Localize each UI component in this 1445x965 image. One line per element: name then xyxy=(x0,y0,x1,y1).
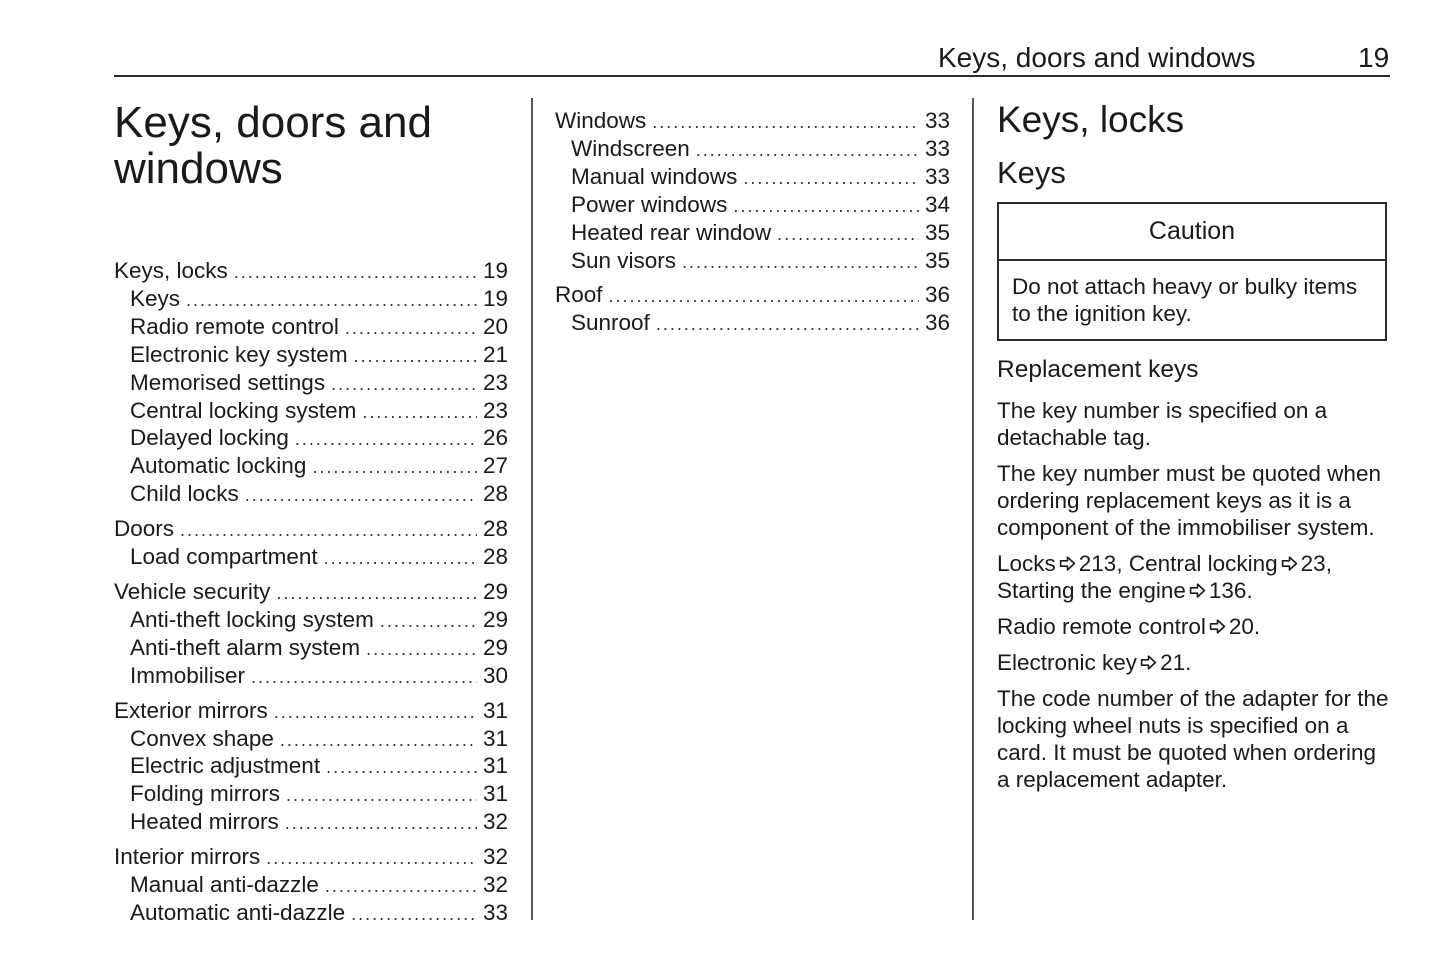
column-divider-2 xyxy=(972,98,974,920)
toc-entry-page: 29 xyxy=(482,578,508,604)
toc-dot-leader xyxy=(652,109,919,136)
toc-entry-page: 36 xyxy=(924,310,950,336)
toc-entry-label: Delayed locking xyxy=(130,425,289,451)
toc-entry-page: 31 xyxy=(482,697,508,723)
toc-dot-leader xyxy=(274,699,477,726)
toc-subentry[interactable] xyxy=(114,753,508,781)
caution-box xyxy=(997,202,1387,341)
toc-dot-leader xyxy=(362,399,477,426)
toc-entry-label: Exterior mirrors xyxy=(114,697,268,723)
toc-entry-label: Anti-theft alarm system xyxy=(130,634,361,660)
chapter-title: Keys, doors and windows xyxy=(114,98,432,193)
toc-entry-label: Sunroof xyxy=(571,310,650,336)
subsection-title: Keys xyxy=(997,155,1066,190)
column-divider-1 xyxy=(531,98,533,920)
toc-entry-page: 21 xyxy=(482,341,508,367)
toc-subentry[interactable] xyxy=(114,425,508,453)
toc-dot-leader xyxy=(266,845,477,872)
toc-subentry[interactable] xyxy=(114,286,508,314)
toc-dot-leader xyxy=(295,426,477,453)
toc-dot-leader xyxy=(325,873,477,900)
toc-dot-leader xyxy=(380,608,477,635)
toc-dot-leader xyxy=(743,165,919,192)
toc-entry-page: 31 xyxy=(482,725,508,751)
toc-entry-label: Vehicle security xyxy=(114,578,271,604)
toc-entry-label: Load compartment xyxy=(130,544,318,570)
toc-group xyxy=(114,698,508,838)
toc-entry[interactable] xyxy=(555,282,950,310)
toc-subentry[interactable] xyxy=(555,136,950,164)
paragraph: The code number of the adapter for the locking wheel nuts is specified on a card. It must be quoted when ordering a replacement adapter. xyxy=(997,686,1389,792)
toc-entry-page: 36 xyxy=(924,282,950,308)
toc-dot-leader xyxy=(312,454,477,481)
toc-entry-page: 35 xyxy=(924,247,950,273)
toc-dot-leader xyxy=(351,901,477,928)
toc-entry-label: Windscreen xyxy=(571,135,690,161)
toc-entry-page: 34 xyxy=(924,191,950,217)
toc-entry[interactable] xyxy=(114,579,508,607)
toc-dot-leader xyxy=(285,810,477,837)
toc-entry-page: 23 xyxy=(482,397,508,423)
toc-dot-leader xyxy=(286,782,477,809)
toc-entry-page: 20 xyxy=(482,313,508,339)
toc-entry-label: Keys, locks xyxy=(114,258,228,283)
cross-references-paragraph: Locks 213, Central locking 23, Starting the engine 136. xyxy=(997,551,1332,603)
toc-entry-page: 29 xyxy=(482,606,508,632)
cross-reference-arrow-icon xyxy=(1209,618,1226,635)
toc-subentry[interactable] xyxy=(114,398,508,426)
toc-entry-page: 26 xyxy=(482,425,508,451)
toc-entry[interactable] xyxy=(114,844,508,872)
toc-entry-label: Electronic key system xyxy=(130,341,348,367)
cross-reference-link[interactable]: Electronic key 21 xyxy=(997,650,1186,675)
toc-dot-leader xyxy=(777,221,919,248)
electronic-key-reference: Electronic key 21. xyxy=(997,650,1192,675)
toc-subentry[interactable] xyxy=(555,220,950,248)
toc-subentry[interactable] xyxy=(114,342,508,370)
toc-dot-leader xyxy=(276,580,477,607)
toc-group xyxy=(114,258,508,509)
toc-subentry[interactable] xyxy=(114,370,508,398)
toc-entry-page: 31 xyxy=(482,781,508,807)
toc-dot-leader xyxy=(345,315,477,342)
toc-entry-page: 33 xyxy=(482,899,508,925)
cross-reference-arrow-icon xyxy=(1059,555,1076,572)
toc-dot-leader xyxy=(245,482,477,509)
toc-entry-label: Sun visors xyxy=(571,247,677,273)
toc-subentry[interactable] xyxy=(555,310,950,338)
paragraph: The key number must be quoted when ordering replacement keys as it is a component of the immobiliser system. xyxy=(997,461,1381,540)
toc-dot-leader xyxy=(733,193,919,220)
toc-entry-label: Manual windows xyxy=(571,163,738,189)
toc-entry-label: Folding mirrors xyxy=(130,781,281,807)
toc-entry-page: 32 xyxy=(482,872,508,898)
toc-entry-label: Keys xyxy=(130,285,181,311)
caution-heading: Caution xyxy=(999,204,1385,261)
content-column xyxy=(997,98,1392,802)
caution-text: Do not attach heavy or bulky items to the ignition key. xyxy=(1012,274,1358,326)
toc-entry-page: 28 xyxy=(482,481,508,507)
toc-entry-page: 29 xyxy=(482,634,508,660)
toc-dot-leader xyxy=(234,259,477,286)
toc-subentry[interactable] xyxy=(114,607,508,635)
toc-dot-leader xyxy=(609,283,919,310)
toc-entry-page: 28 xyxy=(482,516,508,542)
toc-dot-leader xyxy=(324,545,477,572)
toc-entry-label: Heated rear window xyxy=(571,219,772,245)
toc-subentry[interactable] xyxy=(114,781,508,809)
toc-dot-leader xyxy=(366,636,477,663)
paragraph: The key number is specified on a detachable tag. xyxy=(997,398,1328,450)
toc-group xyxy=(555,108,950,275)
toc-group xyxy=(114,516,508,572)
toc-subentry[interactable] xyxy=(555,164,950,192)
toc-entry-page: 33 xyxy=(924,163,950,189)
toc-entry-label: Doors xyxy=(114,516,175,542)
toc-entry[interactable] xyxy=(114,698,508,726)
toc-entry-label: Automatic anti-dazzle xyxy=(130,899,346,925)
cross-reference-link[interactable]: Central locking 23 xyxy=(1128,551,1326,576)
toc-entry-label: Central locking system xyxy=(130,397,357,423)
toc-entry-page: 32 xyxy=(482,844,508,870)
toc-entry-label: Immobiliser xyxy=(130,662,246,688)
cross-reference-link[interactable]: Starting the engine 136 xyxy=(997,578,1247,603)
toc-subentry[interactable] xyxy=(114,663,508,691)
toc-entry-label: Windows xyxy=(555,108,647,133)
toc-entry-label: Electric adjustment xyxy=(130,753,321,779)
toc-subentry[interactable] xyxy=(114,809,508,837)
toc-dot-leader xyxy=(354,343,477,370)
toc-subentry[interactable] xyxy=(114,314,508,342)
cross-reference-link[interactable]: Radio remote control 20 xyxy=(997,614,1254,639)
section-title: Keys, locks xyxy=(997,99,1185,140)
toc-entry-page: 31 xyxy=(482,753,508,779)
running-header-title: Keys, doors and windows xyxy=(938,42,1256,73)
toc-subentry[interactable] xyxy=(555,192,950,220)
toc-subentry[interactable] xyxy=(114,544,508,572)
toc-dot-leader xyxy=(682,249,919,276)
toc-subentry[interactable] xyxy=(555,248,950,276)
toc-entry-page: 28 xyxy=(482,544,508,570)
toc-entry-page: 23 xyxy=(482,369,508,395)
toc-entry-label: Convex shape xyxy=(130,725,274,751)
toc-entry[interactable] xyxy=(114,258,508,286)
cross-reference-arrow-icon xyxy=(1281,555,1298,572)
toc-entry-page: 27 xyxy=(482,453,508,479)
toc-entry-label: Child locks xyxy=(130,481,239,507)
toc-column-2 xyxy=(555,108,950,345)
toc-group xyxy=(114,579,508,691)
toc-entry[interactable] xyxy=(114,516,508,544)
toc-entry-label: Roof xyxy=(555,282,603,308)
cross-reference-arrow-icon xyxy=(1140,654,1157,671)
toc-entry-page: 33 xyxy=(924,135,950,161)
toc-dot-leader xyxy=(280,727,477,754)
toc-entry-label: Manual anti-dazzle xyxy=(130,872,319,898)
toc-dot-leader xyxy=(696,137,919,164)
toc-column-1 xyxy=(114,258,508,935)
toc-entry-label: Memorised settings xyxy=(130,369,326,395)
toc-dot-leader xyxy=(331,371,477,398)
cross-reference-link[interactable]: Locks 213 xyxy=(997,551,1117,576)
toc-subentry[interactable] xyxy=(114,453,508,481)
toc-entry[interactable] xyxy=(555,108,950,136)
toc-dot-leader xyxy=(656,311,919,338)
toc-dot-leader xyxy=(186,287,477,314)
toc-entry-label: Radio remote control xyxy=(130,313,339,339)
toc-group xyxy=(114,844,508,928)
replacement-keys-title: Replacement keys xyxy=(997,356,1199,383)
toc-subentry[interactable] xyxy=(114,481,508,509)
toc-entry-label: Power windows xyxy=(571,191,728,217)
toc-entry-page: 19 xyxy=(482,285,508,311)
toc-subentry[interactable] xyxy=(114,635,508,663)
toc-entry-page: 30 xyxy=(482,662,508,688)
toc-dot-leader xyxy=(180,517,477,544)
toc-subentry[interactable] xyxy=(114,900,508,928)
radio-remote-reference: Radio remote control 20. xyxy=(997,614,1261,639)
toc-entry-label: Automatic locking xyxy=(130,453,307,479)
toc-entry-label: Interior mirrors xyxy=(114,844,261,870)
header-rule xyxy=(114,75,1390,77)
toc-dot-leader xyxy=(326,754,477,781)
toc-entry-label: Heated mirrors xyxy=(130,809,279,835)
toc-subentry[interactable] xyxy=(114,726,508,754)
toc-dot-leader xyxy=(251,664,477,691)
page-number: 19 xyxy=(1358,42,1390,73)
toc-entry-label: Anti-theft locking system xyxy=(130,606,374,632)
toc-entry-page: 32 xyxy=(482,809,508,835)
toc-subentry[interactable] xyxy=(114,872,508,900)
toc-entry-page: 19 xyxy=(482,258,508,283)
toc-entry-page: 35 xyxy=(924,219,950,245)
toc-group xyxy=(555,282,950,338)
toc-entry-page: 33 xyxy=(924,108,950,133)
cross-reference-arrow-icon xyxy=(1189,582,1206,599)
